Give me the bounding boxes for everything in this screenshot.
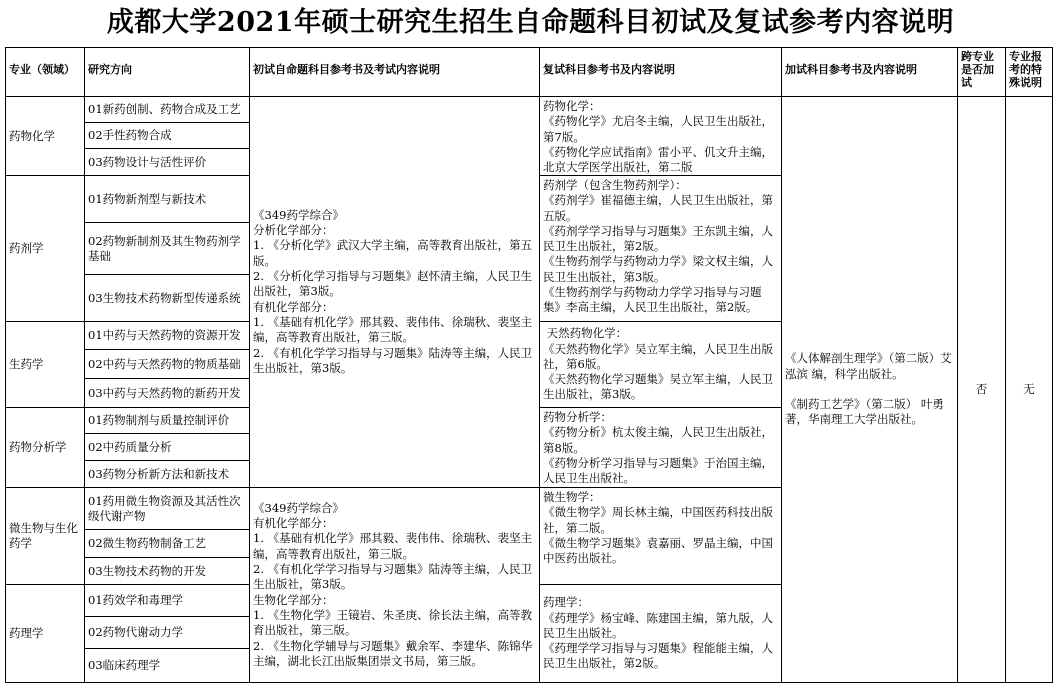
header-direction: 研究方向	[84, 47, 249, 96]
cross-major-cell	[957, 96, 1005, 683]
page-title: 成都大学2021年硕士研究生招生自命题科目初试及复试参考内容说明	[106, 7, 955, 38]
direction-item: 02药物代谢动力学	[84, 616, 249, 648]
direction-item: 03生物技术药物新型传递系统	[84, 274, 249, 321]
direction-item: 02手性药物合成	[84, 122, 249, 148]
retest-cell	[539, 175, 781, 321]
major-cell: 药物化学	[5, 96, 84, 175]
special-note-value: 无	[1023, 382, 1035, 396]
retest-text: 药物化学： 《药物化学》尤启冬主编，人民卫生出版社，第7版。 《药物化学应试指南》雷小平、仉文升主编，北京大学医学出版社，第二版	[543, 99, 773, 175]
header-extra-exam: 加试科目参考书及内容说明	[781, 47, 957, 96]
direction-item: 03临床药理学	[84, 648, 249, 683]
retest-cell	[539, 407, 781, 487]
extra-exam-cell	[781, 96, 957, 683]
retest-text: 药物分析学： 《药物分析》杭太俊主编，人民卫生出版社，第8版。 《药物分析学习指导与习题集》于治国主编，人民卫生出版社。	[543, 410, 773, 486]
direction-item: 02药物新制剂及其生物药剂学基础	[84, 222, 249, 274]
major-cell: 生药学	[5, 321, 84, 407]
direction-item: 02中药与天然药物的物质基础	[84, 349, 249, 378]
direction-item: 03中药与天然药物的新药开发	[84, 378, 249, 407]
direction-item: 03生物技术药物的开发	[84, 557, 249, 584]
retest-text: 药理学： 《药理学》杨宝峰、陈建国主编，第九版，人民卫生出版社。 《药理学学习指导与习题集》程能能主编，人民卫生出版社，第2版。	[543, 595, 773, 671]
major-cell: 药物分析学	[5, 407, 84, 487]
retest-cell	[539, 487, 781, 584]
direction-item: 03药物分析新方法和新技术	[84, 460, 249, 487]
retest-text: 天然药物化学： 《天然药物化学》吴立军主编，人民卫生出版社，第6版。 《天然药物化学习题集》吴立军主编，人民卫生出版社，第3版。	[543, 326, 773, 402]
retest-text: 药剂学（包含生物药剂学）： 《药剂学》崔福德主编，人民卫生出版社，第五版。 《药剂学学习指导与习题集》王东凯主编，人民卫生出版社，第2版。 《生物药剂学与药物动力学》梁文权主编，人民卫生出版社，第3版。 《生物药剂学与药物动力学学习指导与习题集》李高主编，人民卫生出版社，第2版。	[543, 178, 773, 315]
retest-cell	[539, 584, 781, 683]
requirements-table	[5, 47, 1053, 683]
direction-item: 01药效学和毒理学	[84, 584, 249, 616]
major-cell: 药理学	[5, 584, 84, 683]
retest-cell	[539, 321, 781, 407]
cross-major-value: 否	[975, 382, 988, 396]
direction-item: 01新药创制、药物合成及工艺	[84, 96, 249, 122]
retest-text: 微生物学： 《微生物学》周长林主编，中国医药科技出版社，第二版。 《微生物学习题集》袁嘉丽、罗晶主编，中国中医药出版社。	[543, 490, 773, 566]
direction-item: 01药物新剂型与新技术	[84, 175, 249, 222]
direction-item: 03药物设计与活性评价	[84, 148, 249, 175]
direction-item: 01药物制剂与质量控制评价	[84, 407, 249, 433]
direction-item: 01中药与天然药物的资源开发	[84, 321, 249, 349]
special-note-cell	[1005, 96, 1053, 683]
header-special-note: 专业报考的特殊说明	[1005, 47, 1053, 96]
extra-exam-text: 《人体解剖生理学》（第二版）艾泓滨 编，科学出版社。 《制药工艺学》（第二版） 叶勇著，华南理工大学出版社。	[785, 351, 952, 427]
header-major: 专业（领域）	[5, 47, 84, 96]
initial-exam-text: 《349药学综合》 分析化学部分： 1. 《分析化学》武汉大学主编，高等教育出版社，第五版。 2. 《分析化学习指导与习题集》赵怀清主编，人民卫生出版社，第3版。 有机化学部分： 1. 《基础有机化学》邢其毅、裴伟伟、徐瑞秋、裴坚主编，高等教育出版社，第三版。 2. 《有机化学学习指导与习题集》陆涛等主编，人民卫生出版社，第3版。	[253, 207, 533, 375]
direction-item: 02中药质量分析	[84, 433, 249, 460]
header-cross-major: 跨专业是否加试	[957, 47, 1005, 96]
major-cell: 药剂学	[5, 175, 84, 321]
initial-exam-pharmacy-comprehensive-a	[249, 96, 539, 487]
initial-exam-text: 《349药学综合》 有机化学部分： 1. 《基础有机化学》邢其毅、裴伟伟、徐瑞秋、裴坚主编，高等教育出版社，第三版。 2. 《有机化学学习指导与习题集》陆涛等主编，人民卫生出版社，第3版。 生物化学部分： 1. 《生物化学》王镜岩、朱圣庚、徐长法主编，高等教育出版社，第三版。 2. 《生物化学辅导与习题集》戴余军、李建华、陈锦华主编，湖北长江出版集团崇文书局，第三版。	[253, 500, 533, 668]
header-initial-exam: 初试自命题科目参考书及考试内容说明	[249, 47, 539, 96]
initial-exam-pharmacy-comprehensive-b	[249, 487, 539, 683]
direction-item: 02微生物药物制备工艺	[84, 529, 249, 557]
header-retest: 复试科目参考书及内容说明	[539, 47, 781, 96]
major-cell: 微生物与生化药学	[5, 487, 84, 584]
direction-item: 01药用微生物资源及其活性次级代谢产物	[84, 487, 249, 529]
retest-cell	[539, 96, 781, 175]
